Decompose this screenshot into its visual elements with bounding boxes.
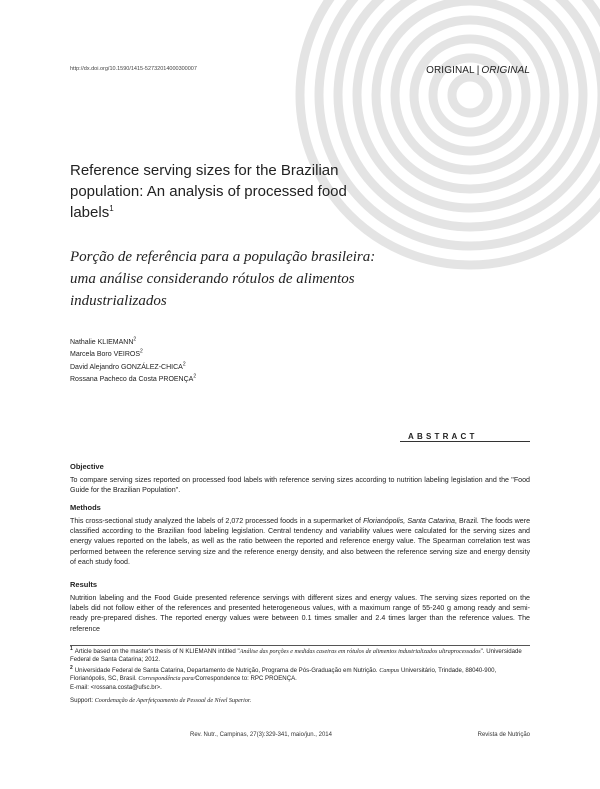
decorative-ring xyxy=(338,0,600,227)
methods-text-place: Florianópolis, Santa Catarina xyxy=(363,517,455,525)
section-separator: | xyxy=(476,65,480,76)
footnote-text: Universitário, Trindade, 88040-900, Florianópolis, SC, Brasil. xyxy=(70,667,497,683)
abstract-rule xyxy=(400,441,530,442)
author-name: Marcela Boro VEIROS xyxy=(70,351,141,359)
section-label-pt: ORIGINAL xyxy=(481,65,530,76)
title-en-text: Reference serving sizes for the Brazilian population: An analysis of processed food labels xyxy=(70,162,347,221)
footnote-text: ". Universidade Federal de Santa Catarina; 2012. xyxy=(70,648,522,664)
footnote-number: 2 xyxy=(70,664,73,671)
decorative-ring xyxy=(414,39,526,151)
author xyxy=(70,374,196,386)
author-name: Rossana Pacheco da Costa PROENÇA xyxy=(70,376,194,384)
author-affiliation-ref: 2 xyxy=(140,349,143,356)
footnote-italic: Campus xyxy=(379,668,400,674)
footnote-text: Article based on the master's thesis of N KLIEMANN intitled " xyxy=(74,648,240,655)
author-affiliation-ref: 2 xyxy=(182,361,186,368)
author xyxy=(70,349,196,361)
footnote-2 xyxy=(70,664,530,692)
decorative-ring xyxy=(357,0,583,208)
methods-text-part: , Brazil. The foods were classified according to the Brazilian food labeling legislation. Central tendency and variability values were calculated for the serving sizes and energy values reported on the labels, as well as the ratio between the reported and reference energy value. The Spearman correlation test was performed between the reference serving size and the reference energy density, and also between the reference serving size and energy density of each study food. xyxy=(70,517,531,566)
author-affiliation-ref: 2 xyxy=(133,336,137,343)
author-affiliation-ref: 2 xyxy=(193,373,197,380)
section-label xyxy=(426,65,530,76)
support-label: Support: xyxy=(70,697,95,704)
support-note xyxy=(70,697,530,705)
footnote-text: Universidade Federal de Santa Catarina, Departamento de Nutrição, Programa de Pós-Graduação em Nutrição. xyxy=(74,667,380,674)
footnote-thesis-title: Análise das porções e medidas caseiras em rótulos de alimentos industrializados ultraprocessados xyxy=(239,649,481,655)
footer-journal: Revista de Nutrição xyxy=(477,732,530,738)
decorative-ring xyxy=(452,77,488,113)
section-label-en: ORIGINAL xyxy=(426,65,475,76)
decorative-ring xyxy=(300,0,600,265)
methods-text-part: This cross-sectional study analyzed the labels of 2,072 processed foods in a supermarket of xyxy=(70,517,364,525)
footnote-email[interactable]: E-mail: <rossana.costa@ufsc.br>. xyxy=(70,683,162,691)
footnote-number: 1 xyxy=(70,645,73,652)
article-title-english xyxy=(70,160,370,223)
decorative-ring xyxy=(395,20,545,170)
article-title-portuguese: Porção de referência para a população brasileira: uma análise considerando rótulos de alimentos industrializados xyxy=(70,249,376,309)
objective-text: To compare serving sizes reported on processed food labels with reference serving sizes according to nutrition labeling legislation and the "Food Guide for the Brazilian Population". xyxy=(70,476,530,495)
methods-heading: Methods xyxy=(70,503,101,512)
abstract-heading: ABSTRACT xyxy=(408,432,478,441)
author-name: Nathalie KLIEMANN xyxy=(70,339,134,346)
decorative-ring xyxy=(376,1,564,189)
support-text: Coordenação de Aperfeiçoamento de Pessoal de Nível Superior. xyxy=(94,698,252,704)
footer-citation: Rev. Nutr., Campinas, 27(3):329-341, maio/jun., 2014 xyxy=(190,732,332,738)
results-heading: Results xyxy=(70,580,98,589)
methods-text xyxy=(70,516,530,567)
footnote-text: Correspondence to: RPC PROENÇA. xyxy=(195,675,297,683)
footnote-1 xyxy=(70,645,530,665)
footnote-rule xyxy=(70,645,530,646)
author-name: David Alejandro GONZÁLEZ-CHICA xyxy=(70,363,183,371)
results-text: Nutrition labeling and the Food Guide presented reference servings with different sizes and energy values. The serving sizes reported on the labels did not follow either of the references and presented heterogeneous values, with a maximum range of 55-240 g among ready and semi-ready pre-prepared dishes. The reported energy values were between 0.1 times smaller and 2.4 times larger than the reference values. The reference xyxy=(70,594,530,633)
doi-link[interactable]: http://dx.doi.org/10.1590/1415-52732014000300007 xyxy=(70,66,197,72)
footnote-italic: Correspondência para/ xyxy=(138,676,196,683)
objective-heading: Objective xyxy=(70,462,104,471)
author xyxy=(70,337,196,349)
author xyxy=(70,362,196,374)
author-list xyxy=(70,337,196,387)
title-footnote-ref: 1 xyxy=(109,204,114,213)
